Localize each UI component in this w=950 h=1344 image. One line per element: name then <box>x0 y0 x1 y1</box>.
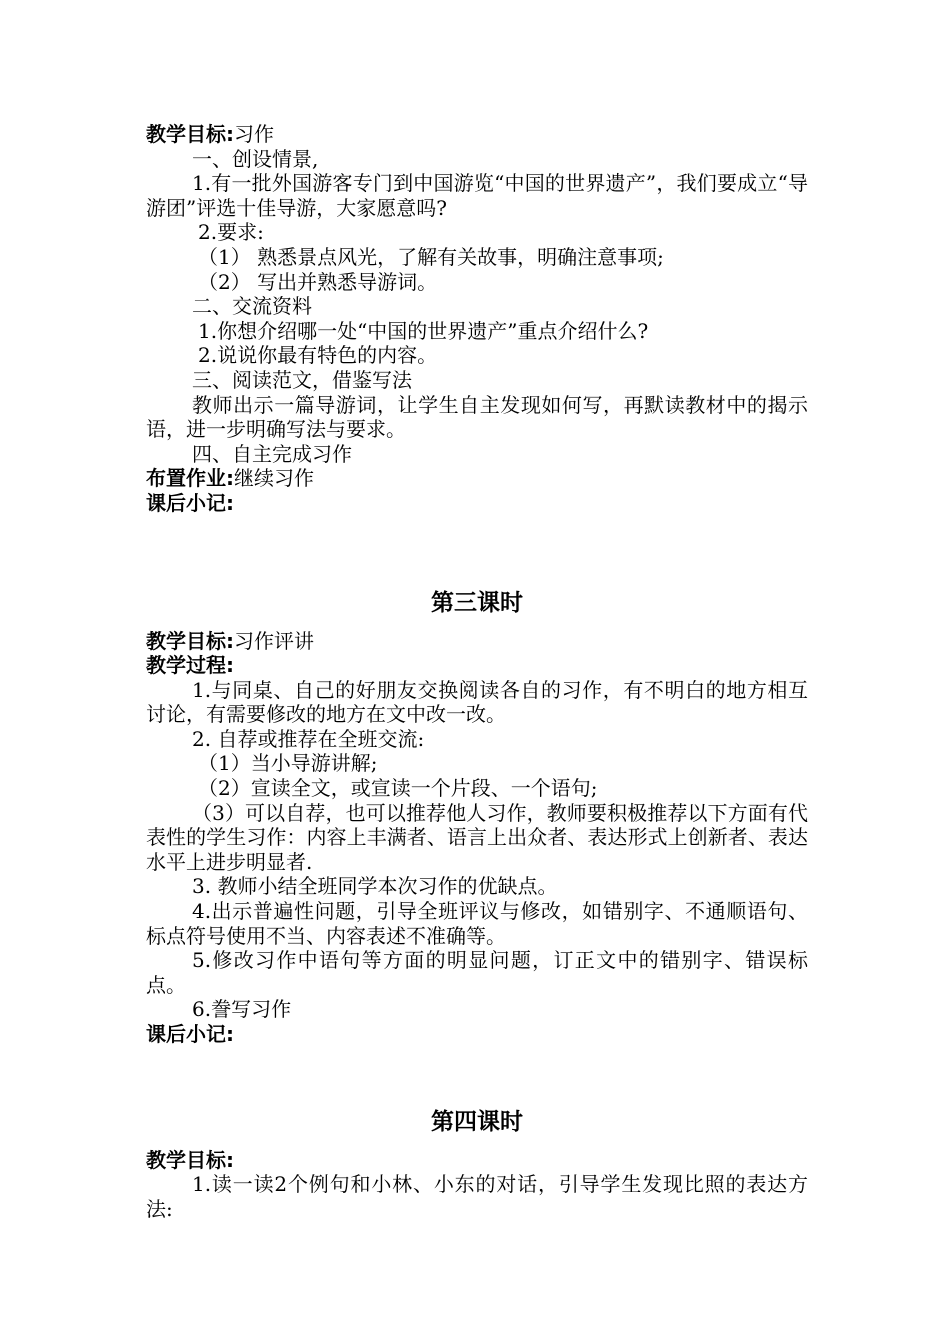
step-heading: 三、阅读范文，借鉴写法 <box>192 367 412 392</box>
step-heading: 四、自主完成习作 <box>192 441 352 466</box>
notes-label: 课后小记: <box>146 490 234 515</box>
section-title: 第三课时 <box>431 589 523 616</box>
step-line: 6.誊写习作 <box>192 997 292 1022</box>
process-label: 教学过程: <box>146 653 234 678</box>
goal-label: 教学目标: <box>146 628 234 653</box>
goal-row <box>146 122 808 147</box>
step-paragraph: 教师出示一篇导游词，让学生自主发现如何写，再默读教材中的揭示语，进一步明确写法与要求。 <box>146 392 808 442</box>
goal-value: 习作 <box>234 122 274 146</box>
document-page <box>146 122 808 1221</box>
step-paragraph: 1.读一读2个例句和小林、小东的对话，引导学生发现比照的表达方法: <box>146 1172 808 1221</box>
homework-row <box>146 466 808 491</box>
section-title: 第四课时 <box>431 1108 523 1135</box>
step-line: （1）当小导游讲解; <box>198 751 378 776</box>
step-line: 2.说说你最有特色的内容。 <box>198 343 438 368</box>
goal-value: 习作评讲 <box>234 628 314 653</box>
step-heading: 二、交流资料 <box>192 294 312 319</box>
step-paragraph: 4.出示普遍性问题，引导全班评议与修改，如错别字、不通顺语句、标点符号使用不当、内容表述不准确等。 <box>146 899 808 948</box>
step-line: （1） 熟悉景点风光，了解有关故事，明确注意事项; <box>198 244 664 269</box>
step-line: 1.你想介绍哪一处“中国的世界遗产”重点介绍什么? <box>198 318 649 343</box>
homework-value: 继续习作 <box>234 466 314 491</box>
step-paragraph: 5.修改习作中语句等方面的明显问题，订正文中的错别字、错误标点。 <box>146 948 808 997</box>
step-line: 2.要求: <box>198 220 264 245</box>
step-paragraph: （3）可以自荐，也可以推荐他人习作，教师要积极推荐以下方面有代表性的学生习作：内容上丰满者、语言上出众者、表达形式上创新者、表达水平上进步明显者. <box>146 800 808 874</box>
notes-label: 课后小记: <box>146 1022 234 1046</box>
step-line: （2） 写出并熟悉导游词。 <box>198 269 438 294</box>
goal-label: 教学目标: <box>146 1147 234 1172</box>
goal-label: 教学目标: <box>146 122 234 146</box>
homework-label: 布置作业: <box>146 466 234 491</box>
step-line: 3. 教师小结全班同学本次习作的优缺点。 <box>192 874 558 899</box>
step-heading: 一、创设情景, <box>192 146 319 171</box>
step-line: （2）宣读全文，或宣读一个片段、一个语句; <box>198 776 598 801</box>
step-paragraph: 1.有一批外国游客专门到中国游览“中国的世界遗产”，我们要成立“导游团”评选十佳导游，大家愿意吗? <box>146 171 808 220</box>
step-line: 2. 自荐或推荐在全班交流: <box>192 726 425 751</box>
goal-row <box>146 629 808 654</box>
step-paragraph: 1.与同桌、自己的好朋友交换阅读各自的习作，有不明白的地方相互讨论，有需要修改的地方在文中改一改。 <box>146 677 808 727</box>
